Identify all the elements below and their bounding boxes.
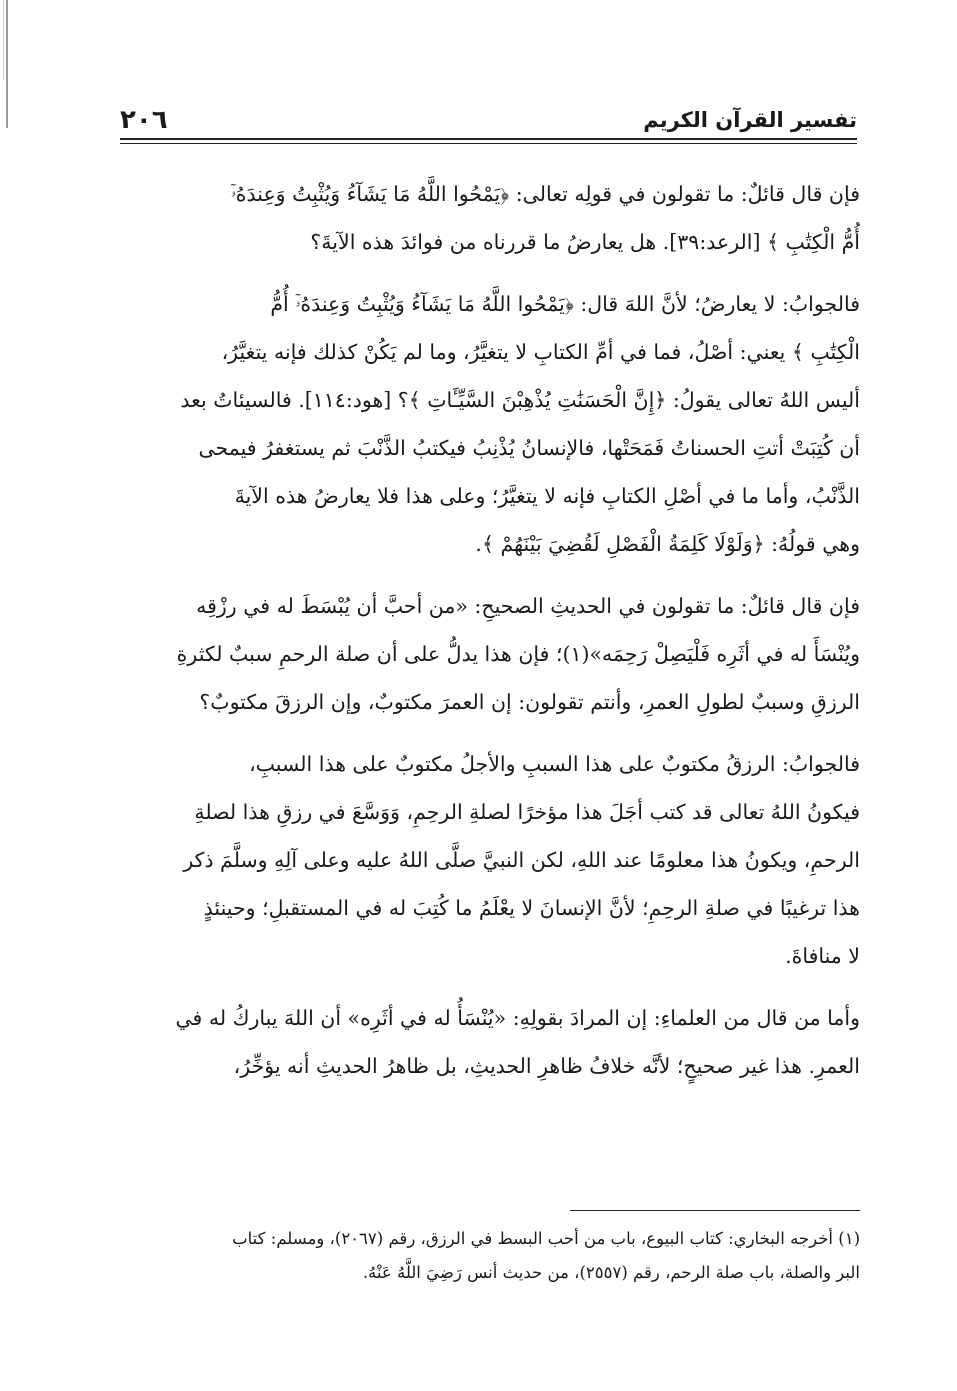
footnote <box>96 1222 860 1290</box>
footnote-line: البر والصلة، باب صلة الرحم، رقم (٢٥٥٧)، من حديث أنس رَضِيَ اللَّهُ عَنْهُ. <box>362 1263 860 1282</box>
header-rule <box>120 138 857 144</box>
paragraph-answer-hadith <box>96 740 860 980</box>
text-line: ويُنْسَأَ له في أثَرِه فَلْيَصِلْ رَحِمَه»(١)؛ فإن هذا يدلُّ على أن صلة الرحمِ سببٌ لكثرةِ <box>176 642 860 666</box>
text-line: فإن قال قائلٌ: ما تقولون في الحديثِ الصحيحِ: «من أحبَّ أن يُبْسَطَ له في رزْقِه <box>196 594 860 618</box>
scan-edge-mark-faint <box>3 0 4 80</box>
paragraph-question-hadith <box>96 582 860 726</box>
text-line: أليس اللهُ تعالى يقولُ: ﴿إِنَّ الْحَسَنَٰتِ يُذْهِبْنَ السَّيِّـَٔاتِ ﴾؟ [هود:١١٤]. فالسيئاتُ بعد <box>180 388 860 412</box>
text-line: أُمُّ الْكِتَٰبِ ﴾ [الرعد:٣٩]. هل يعارضُ ما قررناه من فوائدَ هذه الآيةَ؟ <box>310 230 860 254</box>
text-line: فالجوابُ: لا يعارضُ؛ لأنَّ اللهَ قال: ﴿يَمْحُوا اللَّهُ مَا يَشَآءُ وَيُثْبِتُ وَعِندَهُۥٓ أُمُّ <box>270 292 860 316</box>
scan-edge-mark <box>6 0 8 128</box>
text-line: الذَّنْبُ، وأما ما في أصْلِ الكتابِ فإنه لا يتغيَّرُ؛ وعلى هذا فلا يعارضُ هذه الآيةَ <box>234 484 860 508</box>
paragraph-scholars-view <box>96 994 860 1090</box>
page-number: ٢٠٦ <box>120 105 168 135</box>
page-header <box>120 104 857 136</box>
text-line: الْكِتَٰبِ ﴾ يعني: أصْلُ، فما في أمِّ الكتابِ لا يتغيَّرُ، وما لم يَكُنْ كذلك فإنه يتغيَّرُ، <box>221 340 860 364</box>
running-title: تفسير القرآن الكريم <box>643 108 857 132</box>
text-line: الرزقِ وسببٌ لطولِ العمرِ، وأنتم تقولون: إن العمرَ مكتوبٌ، وإن الرزقَ مكتوبٌ؟ <box>199 690 860 714</box>
text-line: وهي قولُهُ: ﴿وَلَوْلَا كَلِمَةُ الْفَصْلِ لَقُضِيَ بَيْنَهُمْ ﴾. <box>475 532 860 556</box>
text-line: الرحمِ، ويكونُ هذا معلومًا عند اللهِ، لكن النبيَّ صلَّى اللهُ عليه وعلى آلِهِ وسلَّمَ ذكر <box>183 848 860 872</box>
text-line: العمرِ. هذا غير صحيحٍ؛ لأنَّه خلافُ ظاهرِ الحديثِ، بل ظاهرُ الحديثِ أنه يؤخِّرُ، <box>233 1054 860 1078</box>
text-line: فإن قال قائلٌ: ما تقولون في قولِه تعالى: ﴿يَمْحُوا اللَّهُ مَا يَشَآءُ وَيُثْبِتُ وَعِندَهُۥٓ <box>230 182 860 206</box>
text-line: أن كُتِبَتْ أتتِ الحسناتُ فَمَحَتْها، فالإنسانُ يُذْنِبُ فيكتبُ الذَّنْبَ ثم يستغفرُ فيمحى <box>198 436 860 460</box>
paragraph-question-ayah <box>96 170 860 266</box>
text-line: فالجوابُ: الرزقُ مكتوبٌ على هذا السببِ والأجلُ مكتوبٌ على هذا السببِ، <box>249 752 860 776</box>
text-line: وأما من قال من العلماءِ: إن المرادَ بقولِهِ: «يُنْسَأُ له في أثَرِه» أن اللهَ يباركُ له في <box>175 1006 860 1030</box>
footnote-rule <box>570 1210 860 1211</box>
footnote-line: (١) أخرجه البخاري: كتاب البيوع، باب من أحب البسط في الرزق، رقم (٢٠٦٧)، ومسلم: كتاب <box>232 1229 860 1248</box>
text-line: هذا ترغيبًا في صلةِ الرحِمِ؛ لأنَّ الإنسانَ لا يعْلَمُ ما كُتِبَ له في المستقبلِ؛ وحينئذٍ <box>203 896 860 920</box>
page-body <box>96 170 860 1190</box>
paragraph-answer-ayah <box>96 280 860 568</box>
text-line: فيكونُ اللهُ تعالى قد كتب أجَلَ هذا مؤخرًا لصلةِ الرحِمِ، وَوَسَّعَ في رزقِ هذا لصلةِ <box>194 800 860 824</box>
text-line: لا منافاةَ. <box>785 944 860 968</box>
